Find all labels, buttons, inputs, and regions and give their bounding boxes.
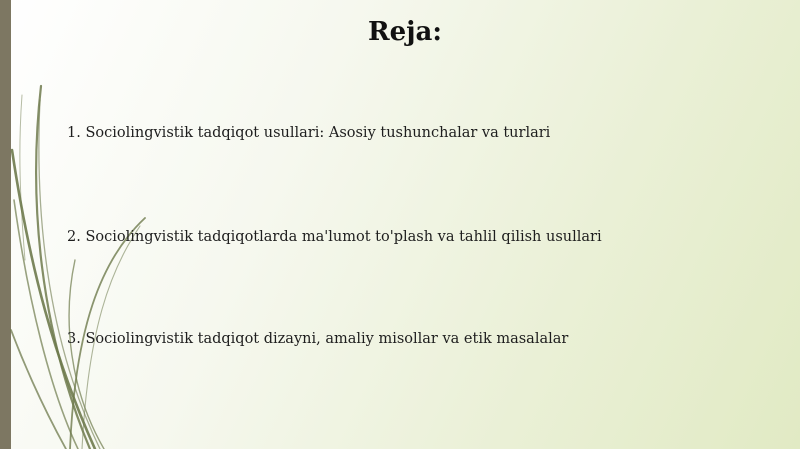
plan-item-1: 1. Sociolingvistik tadqiqot usullari: Asosiy tushunchalar va turlari: [67, 125, 551, 141]
grass-blade: [12, 150, 95, 449]
plan-item-2: 2. Sociolingvistik tadqiqotlarda ma'lumot to'plash va tahlil qilish usullari: [67, 229, 602, 245]
grass-blade: [39, 100, 100, 449]
grass-decoration: [0, 0, 160, 449]
grass-blade: [69, 260, 104, 449]
slide-title: Reja:: [367, 17, 442, 47]
left-accent-bar: [0, 0, 11, 449]
grass-blade: [11, 330, 66, 449]
grass-blade: [20, 95, 25, 260]
plan-item-3: 3. Sociolingvistik tadqiqot dizayni, amaliy misollar va etik masalalar: [67, 331, 569, 347]
